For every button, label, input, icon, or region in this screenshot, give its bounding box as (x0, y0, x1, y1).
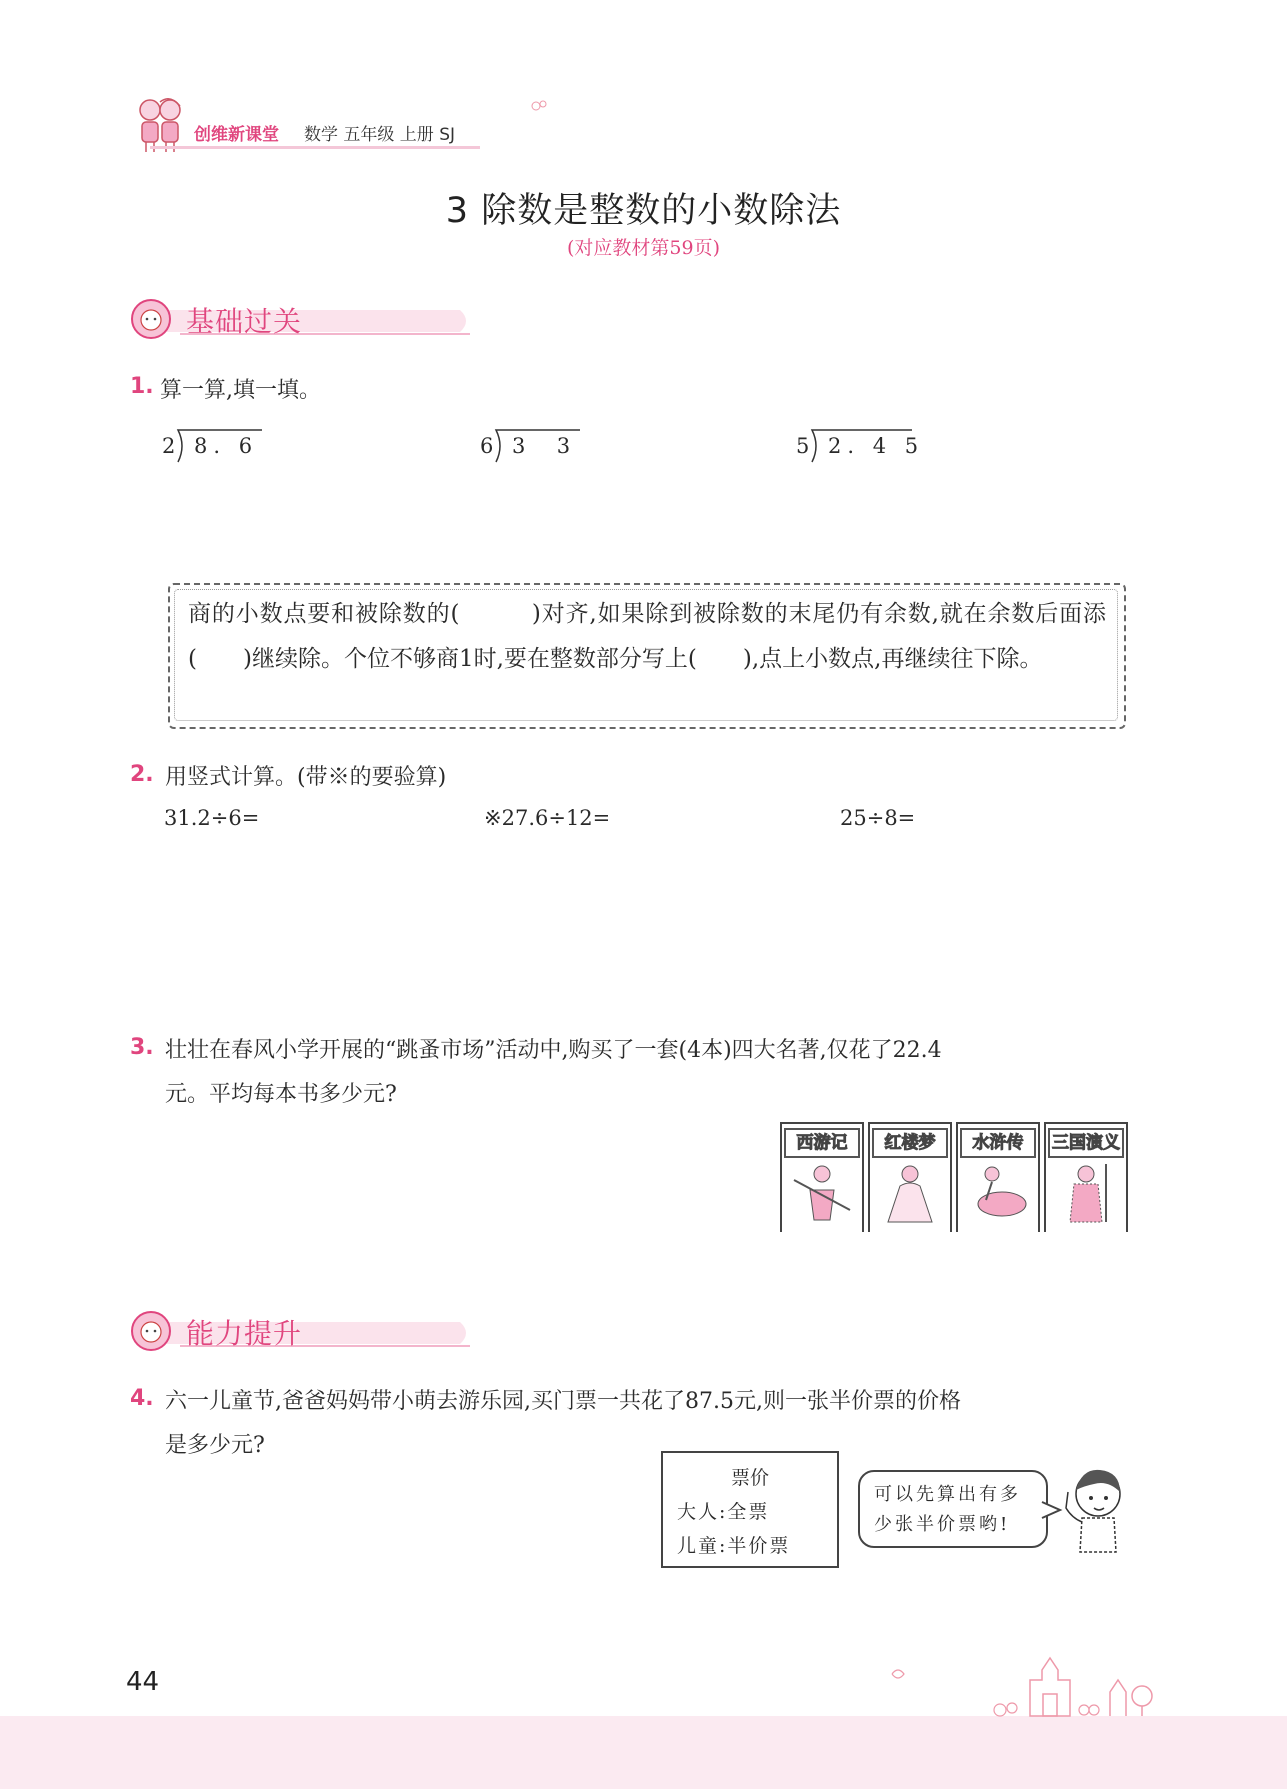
expression-1: 31.2÷6= (164, 806, 260, 830)
book-shuihuzhuan: 水浒传 (956, 1122, 1040, 1232)
kids-logo-icon (128, 90, 192, 154)
q1-number: 1. (130, 374, 154, 399)
q4-line2: 是多少元? (165, 1433, 265, 1458)
hint-text: 可以先算出有多少张半价票哟! (874, 1484, 1021, 1535)
q3-number: 3. (130, 1035, 154, 1060)
girl-badge-icon (130, 1310, 172, 1352)
book-hongloumeng: 红楼梦 (868, 1122, 952, 1232)
expression-2: ※27.6÷12= (484, 806, 611, 830)
division-1: 2 8. 6 (162, 428, 262, 464)
q2-text: 用竖式计算。(带※的要验算) (165, 765, 447, 790)
hero-tiger-icon (966, 1160, 1030, 1226)
q3-line1: 壮壮在春风小学开展的“跳蚤市场”活动中,购买了一套(4本)四大名著,仅花了22.4 (165, 1038, 942, 1063)
castle-decoration-icon (880, 1650, 1170, 1720)
lady-icon (878, 1160, 942, 1226)
flower-icon (530, 98, 550, 116)
section-basic-label: 基础过关 (186, 305, 303, 338)
book-sanguoyanyi: 三国演义 (1044, 1122, 1128, 1232)
lesson-subtitle: (对应教材第59页) (566, 237, 720, 259)
page-number: 44 (126, 1667, 160, 1697)
q3-line2: 元。平均每本书多少元? (165, 1082, 397, 1107)
header-underline (150, 146, 480, 149)
rule-text: 商的小数点要和被除数的( )对齐,如果除到被除数的末尾仍有余数,就在余数后面添( )继续除。个位不够商1时,要在整数部分写上( ),点上小数点,再继续往下除。 (188, 601, 1106, 672)
price-adult: 大人:全票 (677, 1501, 770, 1523)
girl-badge-icon (130, 298, 172, 340)
monkey-king-icon (790, 1160, 854, 1226)
section-basic (130, 298, 490, 342)
expression-3: 25÷8= (840, 806, 916, 830)
q1-text: 算一算,填一填。 (160, 378, 321, 403)
general-icon (1054, 1160, 1118, 1226)
course-info: 数学 五年级 上册 SJ (304, 125, 456, 145)
division-3: 5 2. 4 5 (796, 428, 916, 464)
book-xiyouji: 西游记 (780, 1122, 864, 1232)
division-2: 6 3 3 (480, 428, 580, 464)
price-title: 票价 (730, 1467, 769, 1489)
brand-name: 创维新课堂 (194, 125, 279, 145)
lesson-title: 3 除数是整数的小数除法 (445, 191, 842, 231)
section-advanced (130, 1310, 490, 1354)
boy-icon (1058, 1462, 1130, 1558)
q2-number: 2. (130, 762, 154, 787)
speech-bubble (858, 1470, 1048, 1548)
price-box (661, 1451, 839, 1568)
footer-band (0, 1716, 1287, 1789)
q4-line1: 六一儿童节,爸爸妈妈带小萌去游乐园,买门票一共花了87.5元,则一张半价票的价格 (165, 1389, 961, 1414)
price-child: 儿童:半价票 (677, 1535, 791, 1557)
q4-number: 4. (130, 1386, 154, 1411)
section-advanced-label: 能力提升 (186, 1317, 303, 1350)
